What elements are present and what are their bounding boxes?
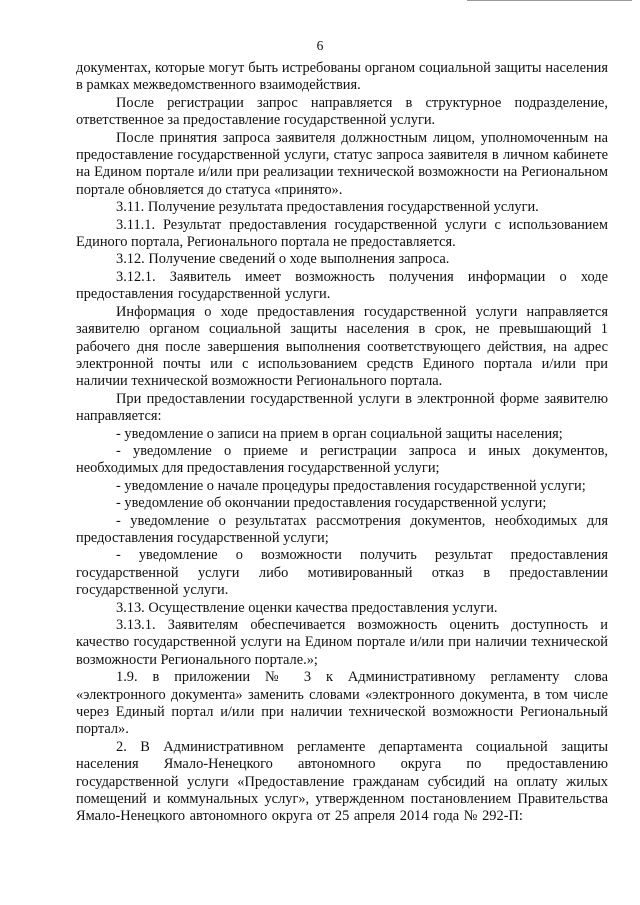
paragraph: 2. В Административном регламенте департамента социальной защиты населения Ямало-Ненецкого автономного округа по предоставлению государственной услуги «Предоставление гражданам субсидий на оплату жилых помещений и коммунальных услуг», утвержденном постановлением Правительства Ямало-Ненецкого автономного округа от 25 апреля 2014 года № 292-П: [76,738,608,825]
document-body [76,60,608,826]
list-item: - уведомление о возможности получить результат предоставления государственной услуги либо мотивированный отказ в предоставлении государственной услуги. [76,547,608,599]
paragraph: После принятия запроса заявителя должностным лицом, уполномоченным на предоставление государственной услуги, статус запроса заявителя в личном кабинете на Едином портале и/или при реализации технической возможности на Региональном портале обновляется до статуса «принято». [76,129,608,198]
paragraph: Информация о ходе предоставления государственной услуги направляется заявителю органом социальной защиты населения в срок, не превышающий 1 рабочего дня после завершения выполнения соответствующего действия, на адрес электронной почты или с использованием средств Единого портала и/или при наличии технической возможности Регионального портала. [76,303,608,390]
page-number: 6 [316,38,324,53]
section-heading: 3.11. Получение результата предоставления государственной услуги. [116,199,539,216]
list-item: - уведомление об окончании предоставления государственной услуги; [116,495,547,512]
list-item: - уведомление о приеме и регистрации запроса и иных документов, необходимых для предоставления государственной услуги; [76,442,608,477]
paragraph: 3.13.1. Заявителям обеспечивается возможность оценить доступность и качество государственной услуги на Едином портале и/или при наличии технической возможности Регионального портале.»; [76,617,608,668]
paragraph: документах, которые могут быть истребованы органом социальной защиты населения в рамках межведомственного взаимодействия. [76,60,608,94]
list-item: - уведомление о начале процедуры предоставления государственной услуги; [116,477,586,494]
list-item: - уведомление о результатах рассмотрения документов, необходимых для предоставления государственной услуги; [76,512,608,546]
paragraph: 3.11.1. Результат предоставления государственной услуги с использованием Единого портала, Регионального портала не предоставляется. [76,216,608,251]
paragraph: 3.12.1. Заявитель имеет возможность получения информации о ходе предоставления государственной услуги. [76,268,608,303]
paragraph: 1.9. в приложении № 3 к Административному регламенту слова «электронного документа» заменить словами «электронного документа, в том числе через Единый портал и/или при наличии технической возможности Региональный портал». [76,669,608,738]
paragraph: После регистрации запрос направляется в структурное подразделение, ответственное за предоставление государственной услуги. [76,94,608,129]
scan-edge-line [467,0,632,1]
list-item: - уведомление о записи на прием в орган социальной защиты населения; [116,425,563,442]
section-heading: 3.13. Осуществление оценки качества предоставления услуги. [116,599,498,616]
paragraph: При предоставлении государственной услуги в электронной форме заявителю направляется: [76,390,608,425]
section-heading: 3.12. Получение сведений о ходе выполнения запроса. [116,251,450,268]
